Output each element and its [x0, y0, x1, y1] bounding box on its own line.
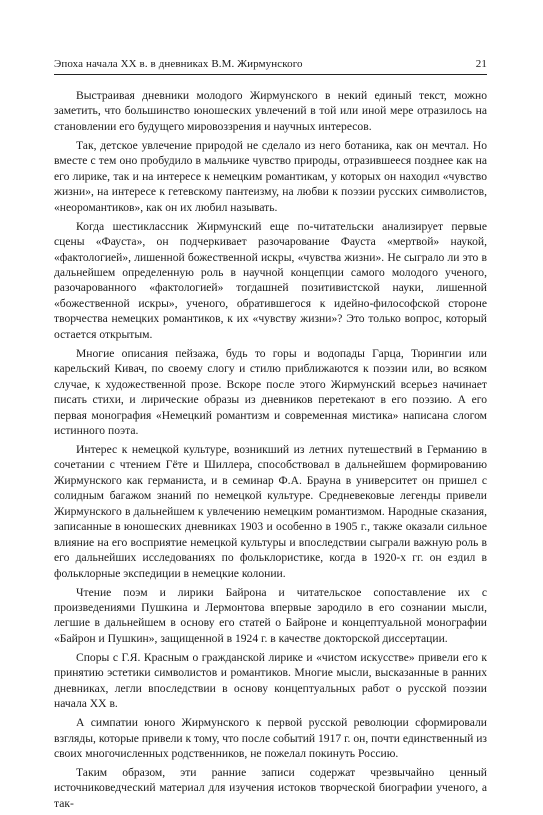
- paragraph: Таким образом, эти ранние записи содержат чрезвычайно ценный источниковедческий материал для изучения истоков творческой биографии ученого, а так-: [54, 766, 487, 810]
- paragraph: А симпатии юного Жирмунского к первой русской революции сформировали взгляды, которые привели к тому, что после событий 1917 г. он, почти единственный из своих многочисленных родственников, не пожелал покинуть Россию.: [54, 716, 487, 761]
- body-text: [54, 88, 487, 815]
- paragraph: Чтение поэм и лирики Байрона и читательское сопоставление их с произведениями Пушкина и Лермонтова впервые зародило в его сознании мысли, легшие в дальнейшем в основу его статей о Байроне и концептуальной монографии «Байрон и Пушкин», защищенной в 1924 г. в качестве докторской диссертации.: [54, 585, 487, 645]
- paragraph: Споры с Г.Я. Красным о гражданской лирике и «чистом искусстве» привели его к принятию эстетики символистов и романтиков. Многие мысли, высказанные в ранних дневниках, легли впоследствии в основу концептуальных работ о русской поэзии начала XX в.: [54, 650, 487, 711]
- paragraph: Так, детское увлечение природой не сделало из него ботаника, как он мечтал. Но вместе с тем оно пробудило в мальчике чувство природы, отразившееся позднее как на его лирике, так и на интересе к немецким романтикам, у которых он находил «чувство жизни», на интересе к гетевскому пантеизму, на любви к поэзии русских символистов, «неоромантиков», как он их любил называть.: [54, 138, 487, 214]
- header-rule: [54, 74, 487, 75]
- paragraph: Когда шестиклассник Жирмунский еще по-читательски анализирует первые сцены «Фауста», он подчеркивает разочарование Фауста «мертвой» наукой, «фактологией», лишенной божественной искры, «чувства жизни». Не сыграло ли это в дальнейшем определенную роль в научной концепции самого молодого ученого, разочарованного «фактологией» тогдашней позитивистской науки, лишенной «божественной искры», ученого, обратившегося к идейно-философской стороне творчества немецких романтиков, к их «чувству жизни»? Это только вопрос, который остается открытым.: [54, 219, 487, 341]
- page-number: 21: [475, 58, 487, 70]
- running-header: [54, 58, 487, 70]
- running-title: Эпоха начала XX в. в дневниках В.М. Жирмунского: [54, 58, 303, 70]
- paragraph: Многие описания пейзажа, будь то горы и водопады Гарца, Тюрингии или карельский Кивач, по своему слогу и стилю приближаются к поэзии или, во всяком случае, к художественной прозе. Вскоре после этого Жирмунский всерьез начинает писать стихи, и лирические образы из дневников перетекают в его поэзию. А его первая монография «Немецкий романтизм и современная мистика» написана слогом истинного поэта.: [54, 346, 487, 438]
- paragraph: Интерес к немецкой культуре, возникший из летних путешествий в Германию в сочетании с чтением Гёте и Шиллера, способствовал в дальнейшем формированию Жирмунского как германиста, и в семинар Ф.А. Брауна в университет он пришел с солидным багажом знаний по немецкой культуре. Средневековые легенды привели Жирмунского в дальнейшем к увлечению немецким романтизмом. Народные сказания, записанные в юношеских дневниках 1903 и особенно в 1905 г., также оказали сильное влияние на его восприятие немецкой культуры и впоследствии сыграли важную роль в его дальнейших исследованиях по фольклористике, когда в 1920-х гг. он ездил в фольклорные экспедиции в немецкие колонии.: [54, 442, 487, 580]
- paragraph: Выстраивая дневники молодого Жирмунского в некий единый текст, можно заметить, что большинство юношеских увлечений в той или иной мере отразилось на становлении его будущего мировоззрения и научных интересов.: [54, 89, 487, 133]
